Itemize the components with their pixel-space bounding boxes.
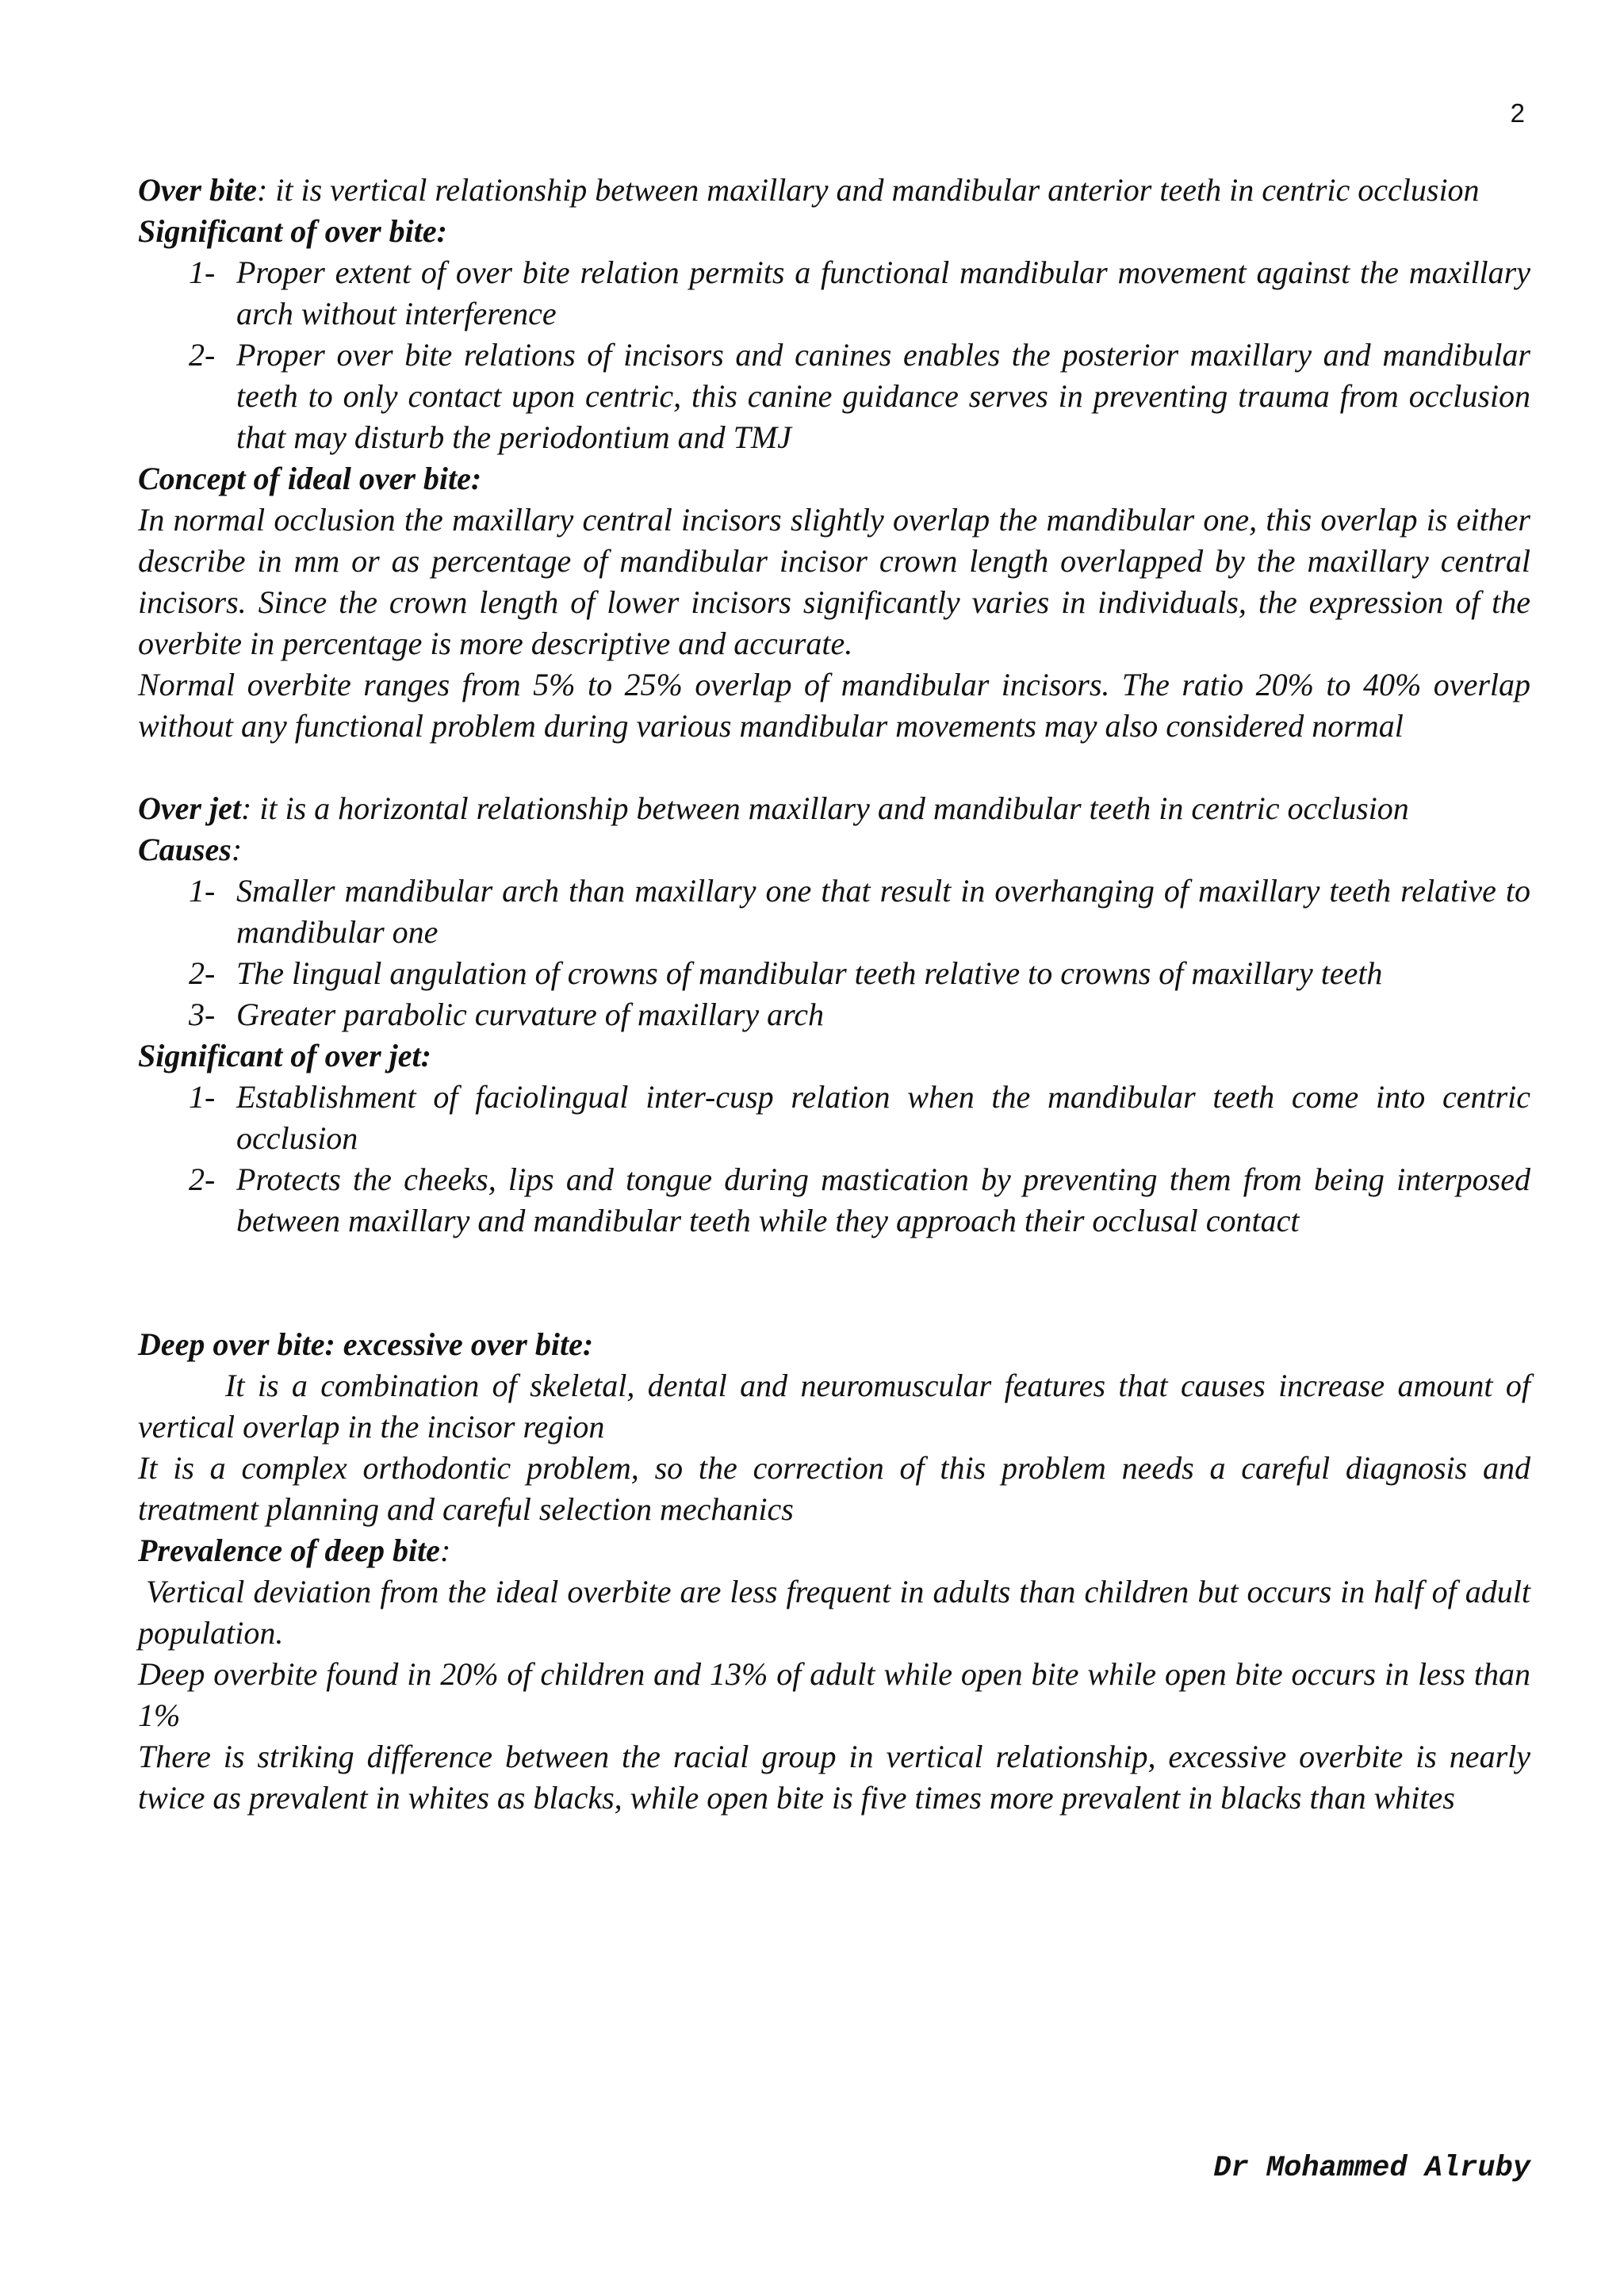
deepbite-heading: Deep over bite: excessive over bite: (138, 1326, 594, 1362)
deepbite-paragraph-2: It is a complex orthodontic problem, so the correction of this problem needs a careful diagnosis and treatment planning and careful selection mechanics (138, 1450, 1530, 1527)
footer-author: Dr Mohammed Alruby (1213, 2152, 1530, 2185)
prevalence-paragraph-1: Vertical deviation from the ideal overbite are less frequent in adults than children but occurs in half of adult population. (138, 1574, 1530, 1651)
list-item: 1- Proper extent of over bite relation permits a functional mandibular movement against the maxillary arch without interference (189, 254, 1530, 331)
overjet-term: Over jet (138, 790, 241, 826)
deepbite-paragraph-1: It is a combination of skeletal, dental and neuromuscular features that causes increase amount of vertical overlap in the incisor region (138, 1368, 1530, 1445)
overbite-term: Over bite (138, 172, 257, 208)
list-item: 3- Greater parabolic curvature of maxillary arch (189, 997, 824, 1032)
causes-list (138, 871, 1530, 1035)
overbite-definition (138, 170, 1530, 211)
overjet-definition (138, 788, 1530, 829)
prevalence-paragraph-3: There is striking difference between the racial group in vertical relationship, excessive overbite is nearly twice as prevalent in whites as blacks, while open bite is five times more prevalent in blacks than whites (138, 1739, 1530, 1816)
concept-heading: Concept of ideal over bite: (138, 461, 482, 496)
concept-paragraph: In normal occlusion the maxillary central incisors slightly overlap the mandibular one, this overlap is either describe in mm or as percentage of mandibular incisor crown length overlapped by the maxillary central incisors. Since the crown length of lower incisors significantly varies in individuals, the expression of the overbite in percentage is more descriptive and accurate. (138, 502, 1530, 661)
overbite-significance-list (138, 252, 1530, 458)
list-item: 1- Smaller mandibular arch than maxillary one that result in overhanging of maxillary teeth relative to mandibular one (189, 873, 1530, 950)
document-body (138, 170, 1530, 1819)
overjet-significance-heading: Significant of over jet: (138, 1038, 431, 1073)
list-item: 2- Protects the cheeks, lips and tongue during mastication by preventing them from being interposed between maxillary and mandibular teeth while they approach their occlusal contact (189, 1161, 1530, 1238)
overjet-significance-list (138, 1077, 1530, 1242)
list-item: 2- Proper over bite relations of incisors and canines enables the posterior maxillary and mandibular teeth to only contact upon centric, this canine guidance serves in preventing trauma from occlusion that may disturb the periodontium and TMJ (189, 337, 1530, 455)
normal-overbite-paragraph: Normal overbite ranges from 5% to 25% overlap of mandibular incisors. The ratio 20% to 40% overlap without any functional problem during various mandibular movements may also considered normal (138, 667, 1530, 744)
overjet-definition-text: : it is a horizontal relationship between maxillary and mandibular teeth in centric occlusion (240, 790, 1409, 826)
prevalence-heading: Prevalence of deep bite: (138, 1533, 451, 1568)
causes-heading: Causes: (138, 832, 243, 867)
list-item: 2- The lingual angulation of crowns of mandibular teeth relative to crowns of maxillary teeth (189, 955, 1383, 991)
overbite-definition-text: : it is vertical relationship between maxillary and mandibular anterior teeth in centric occlusion (256, 172, 1480, 208)
list-item: 1- Establishment of faciolingual inter-cusp relation when the mandibular teeth come into centric occlusion (189, 1079, 1530, 1156)
prevalence-paragraph-2: Deep overbite found in 20% of children and 13% of adult while open bite while open bite occurs in less than 1% (138, 1656, 1530, 1733)
overbite-significance-heading: Significant of over bite: (138, 213, 447, 249)
page-number: 2 (1510, 98, 1525, 128)
